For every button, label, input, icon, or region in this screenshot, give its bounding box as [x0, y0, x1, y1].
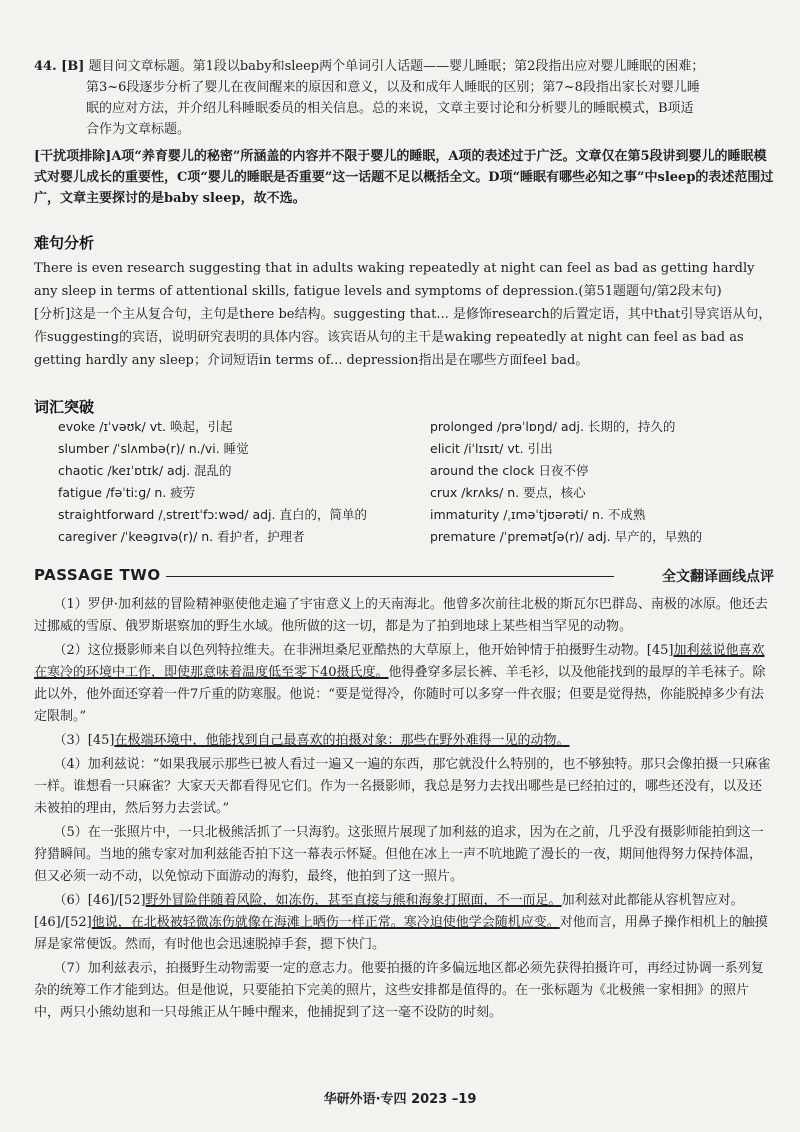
sentence-source: (第51题题句/第2段末句) — [578, 284, 722, 299]
underlined-text: 野外冒险伴随着风险，如冻伤，甚至直接与熊和海象打照面，不一而足。 — [145, 893, 562, 908]
q44-line-1: 题目问文章标题。第1段以baby和sleep两个单词引人话题——婴儿睡眠；第2段指出应对婴儿睡眠的困难； — [88, 59, 705, 74]
analysis-label: [分析] — [34, 307, 71, 322]
vocab-column-left — [58, 416, 398, 548]
vocab-item: evoke /ɪˈvəʊk/ vt. 唤起，引起 — [58, 419, 233, 434]
paragraph-5: （5）在一张照片中，一只北极熊活抓了一只海豹。这张照片展现了加利兹的追求，因为在之前，几乎没有摄影师能拍到这一狩猎瞬间。当地的熊专家对加利兹能否拍下这一幕表示怀疑。但他在冰上一声不吭地跪了漫长的一夜，期间他得努力保持体温，但又必须一动不动，以免惊动下面游动的海豹，最终，他拍到了这一照片。 — [34, 825, 764, 884]
vocab-item: prolonged /prəˈlɒŋd/ adj. 长期的，持久的 — [430, 419, 676, 434]
passage-title: PASSAGE TWO — [34, 566, 161, 584]
passage-header — [34, 566, 774, 588]
underlined-text: 他说，在北极被轻微冻伤就像在海滩上晒伤一样正常。寒冷迫使他学会随机应变。 — [91, 915, 560, 930]
distractor-text: A项“养育婴儿的秘密”所涵盖的内容并不限于婴儿的睡眠，A项的表述过于广泛。文章仅在第5段讲到婴儿的睡眠模式对婴儿成长的重要性，C项“婴儿的睡眠是否重要”这一话题不足以概括全文。D项“睡眠有哪些必知之事”中sleep的表述范围过广，文章主要探讨的是baby sleep，故不选。 — [34, 149, 774, 206]
difficult-sentence: There is even research suggesting that in adults waking repeatedly at night can feel as bad as getting hardly any sleep in terms of attentional skills, fatigue levels and symptoms of depression. — [34, 261, 755, 299]
q44-line-4: 合作为文章标题。 — [86, 122, 191, 137]
vocab-item: straightforward /ˌstreɪtˈfɔːwəd/ adj. 直白的，简单的 — [58, 507, 367, 522]
vocab-item: immaturity /ˌɪməˈtjʊərəti/ n. 不成熟 — [430, 507, 646, 522]
analysis-text: 这是一个主从复合句，主句是there be结构。suggesting that... 是修饰research的后置定语，其中that引导宾语从句，作suggesting的宾语，说明研究表明的具体内容。该宾语从句的主干是waking repeatedly at night can feel as bad as getting hardly any sleep；介词短语in terms of... depression指出是在哪些方面feel bad。 — [34, 307, 772, 368]
underlined-text: 加利兹说他喜欢在寒冷的环境中工作，即使那意味着温度低至零下40摄氏度。 — [34, 643, 765, 680]
difficult-sentence-section — [34, 257, 774, 372]
vocab-item: crux /krʌks/ n. 要点，核心 — [430, 485, 586, 500]
paragraph-2: （2）这位摄影师来自以色列特拉维夫。在非洲坦桑尼亚酷热的大草原上，他开始钟情于拍摄野生动物。[45]加利兹说他喜欢在寒冷的环境中工作，即使那意味着温度低至零下40摄氏度。他得叠穿多层长裤、羊毛衫，以及他能找到的最厚的羊毛袜子。除此以外，他外面还穿着一件7斤重的防寒服。他说：“要是觉得冷，你随时可以多穿一件衣服；但要是觉得热，你能脱掉多少有法定限制。” — [34, 643, 766, 724]
vocab-item: fatigue /fəˈtiːɡ/ n. 疲劳 — [58, 485, 196, 500]
vocab-item: premature /ˈpremətʃə(r)/ adj. 早产的，早熟的 — [430, 529, 703, 544]
paragraph-1: （1）罗伊·加利兹的冒险精神驱使他走遍了宇宙意义上的天南海北。他曾多次前往北极的斯瓦尔巴群岛、南极的冰原。他还去过挪威的雪原、俄罗斯堪察加的野生水域。他所做的这一切，都是为了拍到地球上某些相当罕见的动物。 — [34, 597, 768, 634]
header-rule — [166, 576, 614, 577]
q44-line-2: 第3~6段逐步分析了婴儿在夜间醒来的原因和意义，以及和成年人睡眠的区别；第7~8段指出家长对婴儿睡 — [86, 80, 700, 95]
vocab-item: caregiver /ˈkeəɡɪvə(r)/ n. 看护者，护理者 — [58, 529, 305, 544]
paragraph-3: （3）[45]在极端环境中，他能找到自己最喜欢的拍摄对象：那些在野外难得一见的动物。 — [53, 733, 570, 748]
q44-line-3: 眠的应对方法，并介绍儿科睡眠委员的相关信息。总的来说，文章主要讨论和分析婴儿的睡眠模式，B项适 — [86, 101, 694, 116]
passage-translation — [34, 594, 774, 1026]
question-number: 44. [B] — [34, 59, 85, 74]
vocab-item: elicit /iˈlɪsɪt/ vt. 引出 — [430, 441, 553, 456]
passage-tag: 全文翻译画线点评 — [662, 569, 774, 585]
paragraph-6: （6）[46]/[52]野外冒险伴随着风险，如冻伤，甚至直接与熊和海象打照面，不一而足。加利兹对此都能从容机智应对。[46]/[52]他说，在北极被轻微冻伤就像在海滩上晒伤一样正常。寒冷迫使他学会随机应变。对他而言，用鼻子操作相机上的触摸屏是家常便饭。然而，有时他也会迅速脱掉手套，摁下快门。 — [34, 893, 768, 952]
vocab-item: chaotic /keɪˈɒtɪk/ adj. 混乱的 — [58, 463, 232, 478]
vocab-item: around the clock 日夜不停 — [430, 463, 589, 478]
difficult-sentence-heading: 难句分析 — [34, 234, 95, 252]
page-footer: 华研外语·专四 2023 –19 — [323, 1092, 477, 1107]
vocab-heading: 词汇突破 — [34, 398, 95, 416]
paragraph-7: （7）加利兹表示，拍摄野生动物需要一定的意志力。他要拍摄的许多偏远地区都必须先获得拍摄许可，再经过协调一系列复杂的统筹工作才能到达。但是他说，只要能拍下完美的照片，这些安排都是值得的。在一张标题为《北极熊一家相拥》的照片中，两只小熊幼崽和一只母熊正从午睡中醒来，他捕捉到了这一毫不设防的时刻。 — [34, 961, 764, 1020]
vocab-column-right — [430, 416, 770, 548]
paragraph-4: （4）加利兹说：“如果我展示那些已被人看过一遍又一遍的东西，那它就没什么特别的，也不够独特。那只会像拍摄一只麻雀一样。谁想看一只麻雀？大家天天都看得见它们。作为一名摄影师，我总是努力去找出哪些是已经拍过的，哪些还没有，以及还未被拍的理由，然后努力去尝试。” — [34, 757, 771, 816]
question-mark-45: [45] — [646, 643, 674, 658]
question-44-explanation — [34, 56, 764, 140]
vocab-item: slumber /ˈslʌmbə(r)/ n./vi. 睡觉 — [58, 441, 249, 456]
question-mark-45: [45] — [87, 733, 115, 748]
question-mark-46-52: [46]/[52] — [34, 915, 92, 930]
underlined-text: 在极端环境中，他能找到自己最喜欢的拍摄对象：那些在野外难得一见的动物。 — [114, 733, 570, 748]
question-mark-46-52: [46]/[52] — [87, 893, 146, 908]
distractor-label: [干扰项排除] — [34, 149, 112, 164]
distractor-analysis — [34, 146, 774, 209]
